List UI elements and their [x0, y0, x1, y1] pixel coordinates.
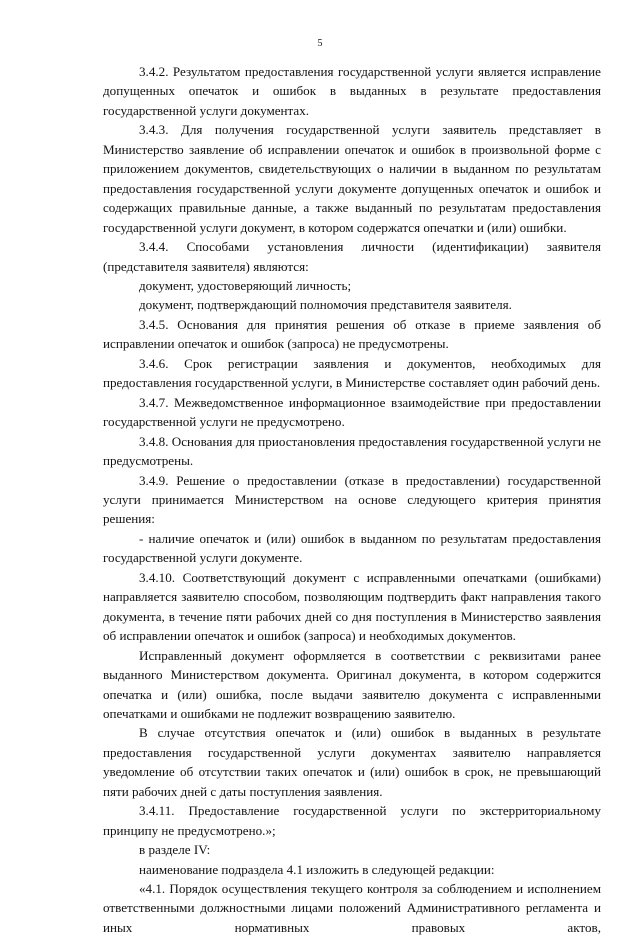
paragraph-subsection-title: наименование подраздела 4.1 изложить в следующей редакции: [139, 861, 495, 877]
paragraph-4-1: «4.1. Порядок осуществления текущего контроля за соблюдением и исполнением ответственными должностными лицами положений Административного регламента и иных нормативных правовых актов, [103, 881, 601, 935]
list-item-identity-document: документ, удостоверяющий личность; [139, 277, 352, 293]
paragraph-3-4-9: 3.4.9. Решение о предоставлении (отказе в предоставлении) государственной услуги принимается Министерством на основе следующего критерия принятия решения: [103, 472, 601, 527]
paragraph-3-4-2: 3.4.2. Результатом предоставления государственной услуги является исправление допущенных опечаток и ошибок в выданных в результате предоставления государственной услуги документах. [103, 64, 601, 118]
paragraph-section-iv: в разделе IV: [139, 842, 211, 858]
list-item-criterion: - наличие опечаток и (или) ошибок в выданном по результатам предоставления государственной услуги документе. [103, 530, 601, 566]
document-body [103, 62, 601, 937]
paragraph-3-4-8: 3.4.8. Основания для приостановления предоставления государственной услуги не предусмотрены. [103, 433, 601, 469]
paragraph-corrected-document: Исправленный документ оформляется в соответствии с реквизитами ранее выданного Министерством документа. Оригинал документа, в котором содержится опечатка и (или) ошибка, после выдачи заявителю документа с исправленными опечатками и ошибками не подлежит возвращению заявителю. [103, 647, 601, 721]
list-item-authority-document: документ, подтверждающий полномочия представителя заявителя. [139, 297, 512, 313]
paragraph-3-4-4: 3.4.4. Способами установления личности (идентификации) заявителя (представителя заявителя) являются: [103, 239, 601, 274]
paragraph-no-errors-case: В случае отсутствия опечаток и (или) ошибок в выданных в результате предоставления государственной услуги документах заявителю направляется уведомление об отсутствии таких опечаток и (или) ошибок в срок, не превышающий пяти рабочих дней с даты поступления заявления. [103, 725, 601, 799]
paragraph-3-4-7: 3.4.7. Межведомственное информационное взаимодействие при предоставлении государственной услуги не предусмотрено. [103, 394, 601, 430]
paragraph-3-4-5: 3.4.5. Основания для принятия решения об отказе в приеме заявления об исправлении опечаток и ошибок (запроса) не предусмотрены. [103, 316, 601, 352]
page-number: 5 [317, 38, 323, 49]
paragraph-3-4-6: 3.4.6. Срок регистрации заявления и документов, необходимых для предоставления государственной услуги, в Министерстве составляет один рабочий день. [103, 355, 601, 391]
paragraph-3-4-11: 3.4.11. Предоставление государственной услуги по экстерриториальному принципу не предусмотрено.»; [103, 803, 601, 838]
paragraph-3-4-10: 3.4.10. Соответствующий документ с исправленными опечатками (ошибками) направляется заявителю способом, позволяющим подтвердить факт направления такого документа, в течение пяти рабочих дней со дня поступления в Министерство заявления об исправлении опечаток и ошибок (запроса) и необходимых документов. [103, 569, 601, 644]
paragraph-3-4-3: 3.4.3. Для получения государственной услуги заявитель представляет в Министерство заявление об исправлении опечаток и ошибок в произвольной форме с приложением документов, свидетельствующих о наличии в выданном по результатам предоставления государственной услуги документе допущенных опечаток и ошибок и содержащих правильные данные, а также выданный по результатам предоставления государственной услуги документ, в котором содержатся опечатки и (или) ошибки. [103, 122, 601, 235]
